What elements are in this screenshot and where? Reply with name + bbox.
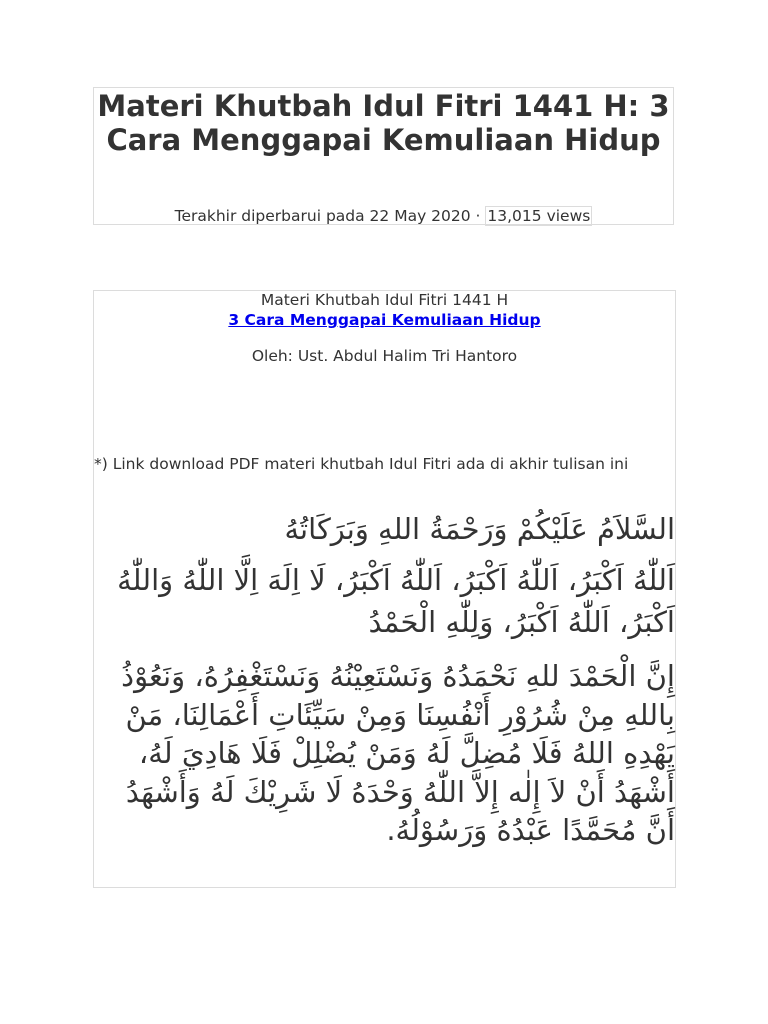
last-updated-text: Terakhir diperbarui pada 22 May 2020 · (174, 207, 486, 225)
document-header (93, 87, 674, 225)
document-meta (94, 206, 673, 226)
content-title-link[interactable]: 3 Cara Menggapai Kemuliaan Hidup (228, 311, 541, 329)
download-note: *) Link download PDF materi khutbah Idul Fitri ada di akhir tulisan ini (94, 455, 629, 473)
arabic-takbir-text: اَللّٰهُ اَكْبَرُ، اَللّٰهُ اَكْبَرُ، اَللّٰهُ اَكْبَرُ، لَا اِلَهَ اِلَّا اللّٰهُ وَاللّٰهُ اَكْبَرُ، اَللّٰهُ اَكْبَرُ، وَلِلّٰهِ الْحَمْدُ (117, 563, 675, 639)
arabic-hamdalah-text: إِنَّ الْحَمْدَ للهِ نَحْمَدُهُ وَنَسْتَعِيْنُهُ وَنَسْتَغْفِرُهُ، وَنَعُوْذُ بِاللهِ مِنْ شُرُوْرِ أَنْفُسِنَا وَمِنْ سَيِّئَاتِ أَعْمَالِنَا، مَنْ يَهْدِهِ اللهُ فَلَا مُضِلَّ لَهُ وَمَنْ يُضْلِلْ فَلَا هَادِيَ لَهُ، أَشْهَدُ أَنْ لاَ إِلٰه إِلاَّ اللّٰهُ وَحْدَهُ لَا شَرِيْكَ لَهُ وَأَشْهَدُ أَنَّ مُحَمَّدًا عَبْدُهُ وَرَسُوْلُهُ. (121, 659, 675, 847)
content-heading: Materi Khutbah Idul Fitri 1441 H (260, 291, 509, 309)
arabic-salam-text: السَّلاَمُ عَلَيْكُمْ وَرَحْمَةُ اللهِ وَبَرَكَاتُهُ (284, 512, 675, 546)
document-content (93, 290, 676, 888)
author-line: Oleh: Ust. Abdul Halim Tri Hantoro (251, 347, 518, 365)
views-count: 13,015 views (487, 207, 591, 225)
page-title: Materi Khutbah Idul Fitri 1441 H: 3 Cara Menggapai Kemuliaan Hidup (97, 89, 670, 157)
